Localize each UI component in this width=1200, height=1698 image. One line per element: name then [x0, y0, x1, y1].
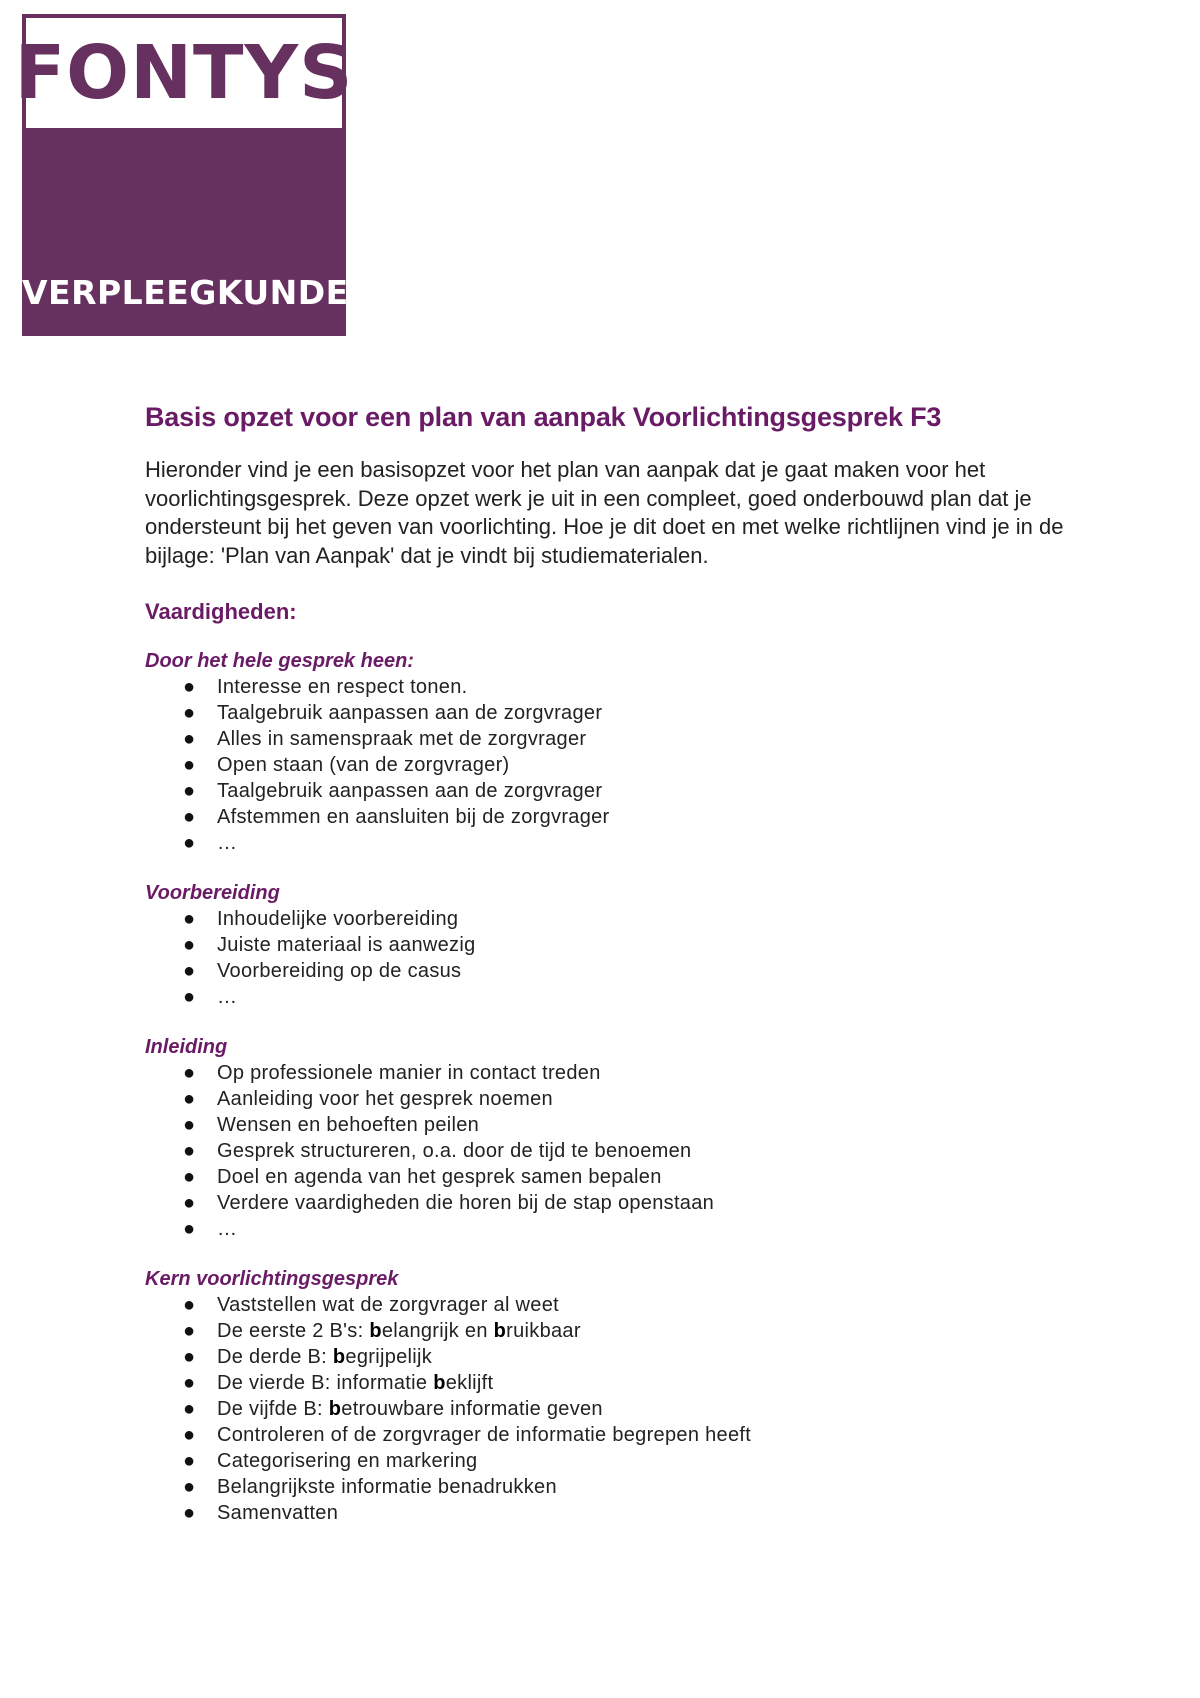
skill-group: [145, 1034, 1075, 1242]
text-run: De vijfde B:: [217, 1398, 329, 1420]
list-item-text: [217, 1294, 559, 1316]
list-item-text: [217, 1346, 432, 1368]
list-item-text: [217, 1320, 581, 1342]
text-run: egrijpelijk: [345, 1346, 433, 1368]
bullet-icon: ●: [183, 754, 196, 776]
list-item-text: Inhoudelijke voorbereiding: [217, 908, 459, 930]
list-item-text: …: [217, 1218, 238, 1240]
list-item: [145, 1500, 1075, 1526]
group-title-kern: Kern voorlichtingsgesprek: [145, 1268, 399, 1290]
bullet-icon: ●: [183, 1424, 196, 1446]
bullet-list: [145, 674, 1075, 856]
list-item: [145, 958, 1075, 984]
bullet-icon: ●: [183, 908, 196, 930]
list-item: [145, 1318, 1075, 1344]
list-item: [145, 1190, 1075, 1216]
bullet-icon: ●: [183, 1140, 196, 1162]
group-kern: [145, 1266, 1075, 1526]
bullet-icon: ●: [183, 1450, 196, 1472]
skill-groups: [145, 648, 1075, 1242]
list-item-text: [217, 1424, 751, 1446]
list-item-text: Doel en agenda van het gesprek samen bepalen: [217, 1166, 662, 1188]
list-item: [145, 984, 1075, 1010]
text-run: De vierde B: informatie: [217, 1372, 434, 1394]
bold-letter: b: [369, 1320, 382, 1342]
list-item-text: Afstemmen en aansluiten bij de zorgvrager: [217, 806, 610, 828]
bullet-icon: ●: [183, 832, 196, 854]
list-item-text: [217, 1502, 338, 1524]
kern-list: [145, 1292, 1075, 1526]
list-item: [145, 1086, 1075, 1112]
text-run: Samenvatten: [217, 1502, 339, 1524]
text-run: eklijft: [445, 1372, 494, 1394]
list-item: [145, 1292, 1075, 1318]
list-item-text: Verdere vaardigheden die horen bij de stap openstaan: [217, 1192, 715, 1214]
text-run: elangrijk en: [381, 1320, 494, 1342]
list-item: [145, 1448, 1075, 1474]
list-item-text: Op professionele manier in contact treden: [217, 1062, 601, 1084]
bullet-icon: ●: [183, 1294, 196, 1316]
list-item: [145, 932, 1075, 958]
text-run: ruikbaar: [506, 1320, 581, 1342]
list-item-text: Wensen en behoeften peilen: [217, 1114, 480, 1136]
bullet-icon: ●: [183, 1166, 196, 1188]
list-item-text: …: [217, 832, 238, 854]
bullet-icon: ●: [183, 1502, 196, 1524]
list-item-text: [217, 1450, 477, 1472]
list-item-text: Aanleiding voor het gesprek noemen: [217, 1088, 553, 1110]
bullet-icon: ●: [183, 806, 196, 828]
bullet-icon: ●: [183, 1088, 196, 1110]
bullet-list: [145, 906, 1075, 1010]
bullet-icon: ●: [183, 1218, 196, 1240]
logo-brand: FONTYS: [14, 30, 354, 116]
bullet-icon: ●: [183, 1320, 196, 1342]
list-item-text: [217, 1476, 557, 1498]
text-run: Belangrijkste informatie benadrukken: [217, 1476, 557, 1498]
list-item-text: Taalgebruik aanpassen aan de zorgvrager: [217, 780, 603, 802]
bullet-icon: ●: [183, 728, 196, 750]
list-item-text: Gesprek structureren, o.a. door de tijd te benoemen: [217, 1140, 692, 1162]
logo-top-panel: [14, 18, 354, 128]
list-item: [145, 1422, 1075, 1448]
list-item-text: …: [217, 986, 238, 1008]
bullet-icon: ●: [183, 1476, 196, 1498]
group-title: Door het hele gesprek heen:: [145, 650, 414, 672]
fontys-logo: [14, 14, 354, 336]
list-item: [145, 726, 1075, 752]
bullet-icon: ●: [183, 676, 196, 698]
text-run: etrouwbare informatie geven: [341, 1398, 603, 1420]
list-item: [145, 1216, 1075, 1242]
group-title: Voorbereiding: [145, 882, 280, 904]
group-title: Inleiding: [145, 1036, 228, 1058]
document-body: [145, 400, 1075, 1526]
text-run: De derde B:: [217, 1346, 333, 1368]
text-run: De eerste 2 B's:: [217, 1320, 370, 1342]
list-item: [145, 1112, 1075, 1138]
list-item-text: Juiste materiaal is aanwezig: [217, 934, 476, 956]
bold-letter: b: [493, 1320, 507, 1342]
list-item: [145, 1138, 1075, 1164]
bullet-icon: ●: [183, 1114, 196, 1136]
list-item: [145, 830, 1075, 856]
list-item-text: Alles in samenspraak met de zorgvrager: [217, 728, 587, 750]
list-item-text: Voorbereiding op de casus: [217, 960, 462, 982]
bullet-list: [145, 1060, 1075, 1242]
list-item: [145, 906, 1075, 932]
list-item: [145, 674, 1075, 700]
list-item: [145, 1164, 1075, 1190]
list-item: [145, 804, 1075, 830]
text-run: Vaststellen wat de zorgvrager al weet: [217, 1294, 560, 1316]
list-item: [145, 752, 1075, 778]
bullet-icon: ●: [183, 1372, 196, 1394]
list-item-text: Interesse en respect tonen.: [217, 676, 468, 698]
list-item-text: Open staan (van de zorgvrager): [217, 754, 510, 776]
bold-letter: b: [433, 1372, 446, 1394]
document-title: Basis opzet voor een plan van aanpak Voorlichtingsgesprek F3: [145, 402, 942, 432]
text-run: Controleren of de zorgvrager de informatie begrepen heeft: [217, 1424, 752, 1446]
logo-subtitle: VERPLEEGKUNDE: [22, 273, 349, 312]
skill-group: [145, 880, 1075, 1010]
bullet-icon: ●: [183, 960, 196, 982]
bold-letter: b: [332, 1346, 346, 1368]
bullet-icon: ●: [183, 702, 196, 724]
bullet-icon: ●: [183, 934, 196, 956]
list-item: [145, 1344, 1075, 1370]
bullet-icon: ●: [183, 1346, 196, 1368]
list-item: [145, 1396, 1075, 1422]
text-run: Categorisering en markering: [217, 1450, 478, 1472]
bullet-icon: ●: [183, 1062, 196, 1084]
bullet-icon: ●: [183, 780, 196, 802]
list-item: [145, 778, 1075, 804]
list-item: [145, 1474, 1075, 1500]
list-item-text: Taalgebruik aanpassen aan de zorgvrager: [217, 702, 603, 724]
list-item: [145, 1060, 1075, 1086]
bullet-icon: ●: [183, 1398, 196, 1420]
bold-letter: b: [328, 1398, 342, 1420]
section-title-vaardigheden: Vaardigheden:: [145, 599, 297, 624]
list-item: [145, 1370, 1075, 1396]
list-item-text: [217, 1372, 493, 1394]
bullet-icon: ●: [183, 1192, 196, 1214]
intro-paragraph: Hieronder vind je een basisopzet voor het plan van aanpak dat je gaat maken voor het voorlichtingsgesprek. Deze opzet werk je uit in een compleet, goed onderbouwd plan dat je ondersteunt bij het geven van voorlichting. Hoe je dit doet en met welke richtlijnen vind je in de bijlage: 'Plan van Aanpak' dat je vindt bij studiematerialen.: [145, 457, 1064, 568]
list-item: [145, 700, 1075, 726]
skill-group: [145, 648, 1075, 856]
bullet-icon: ●: [183, 986, 196, 1008]
list-item-text: [217, 1398, 603, 1420]
